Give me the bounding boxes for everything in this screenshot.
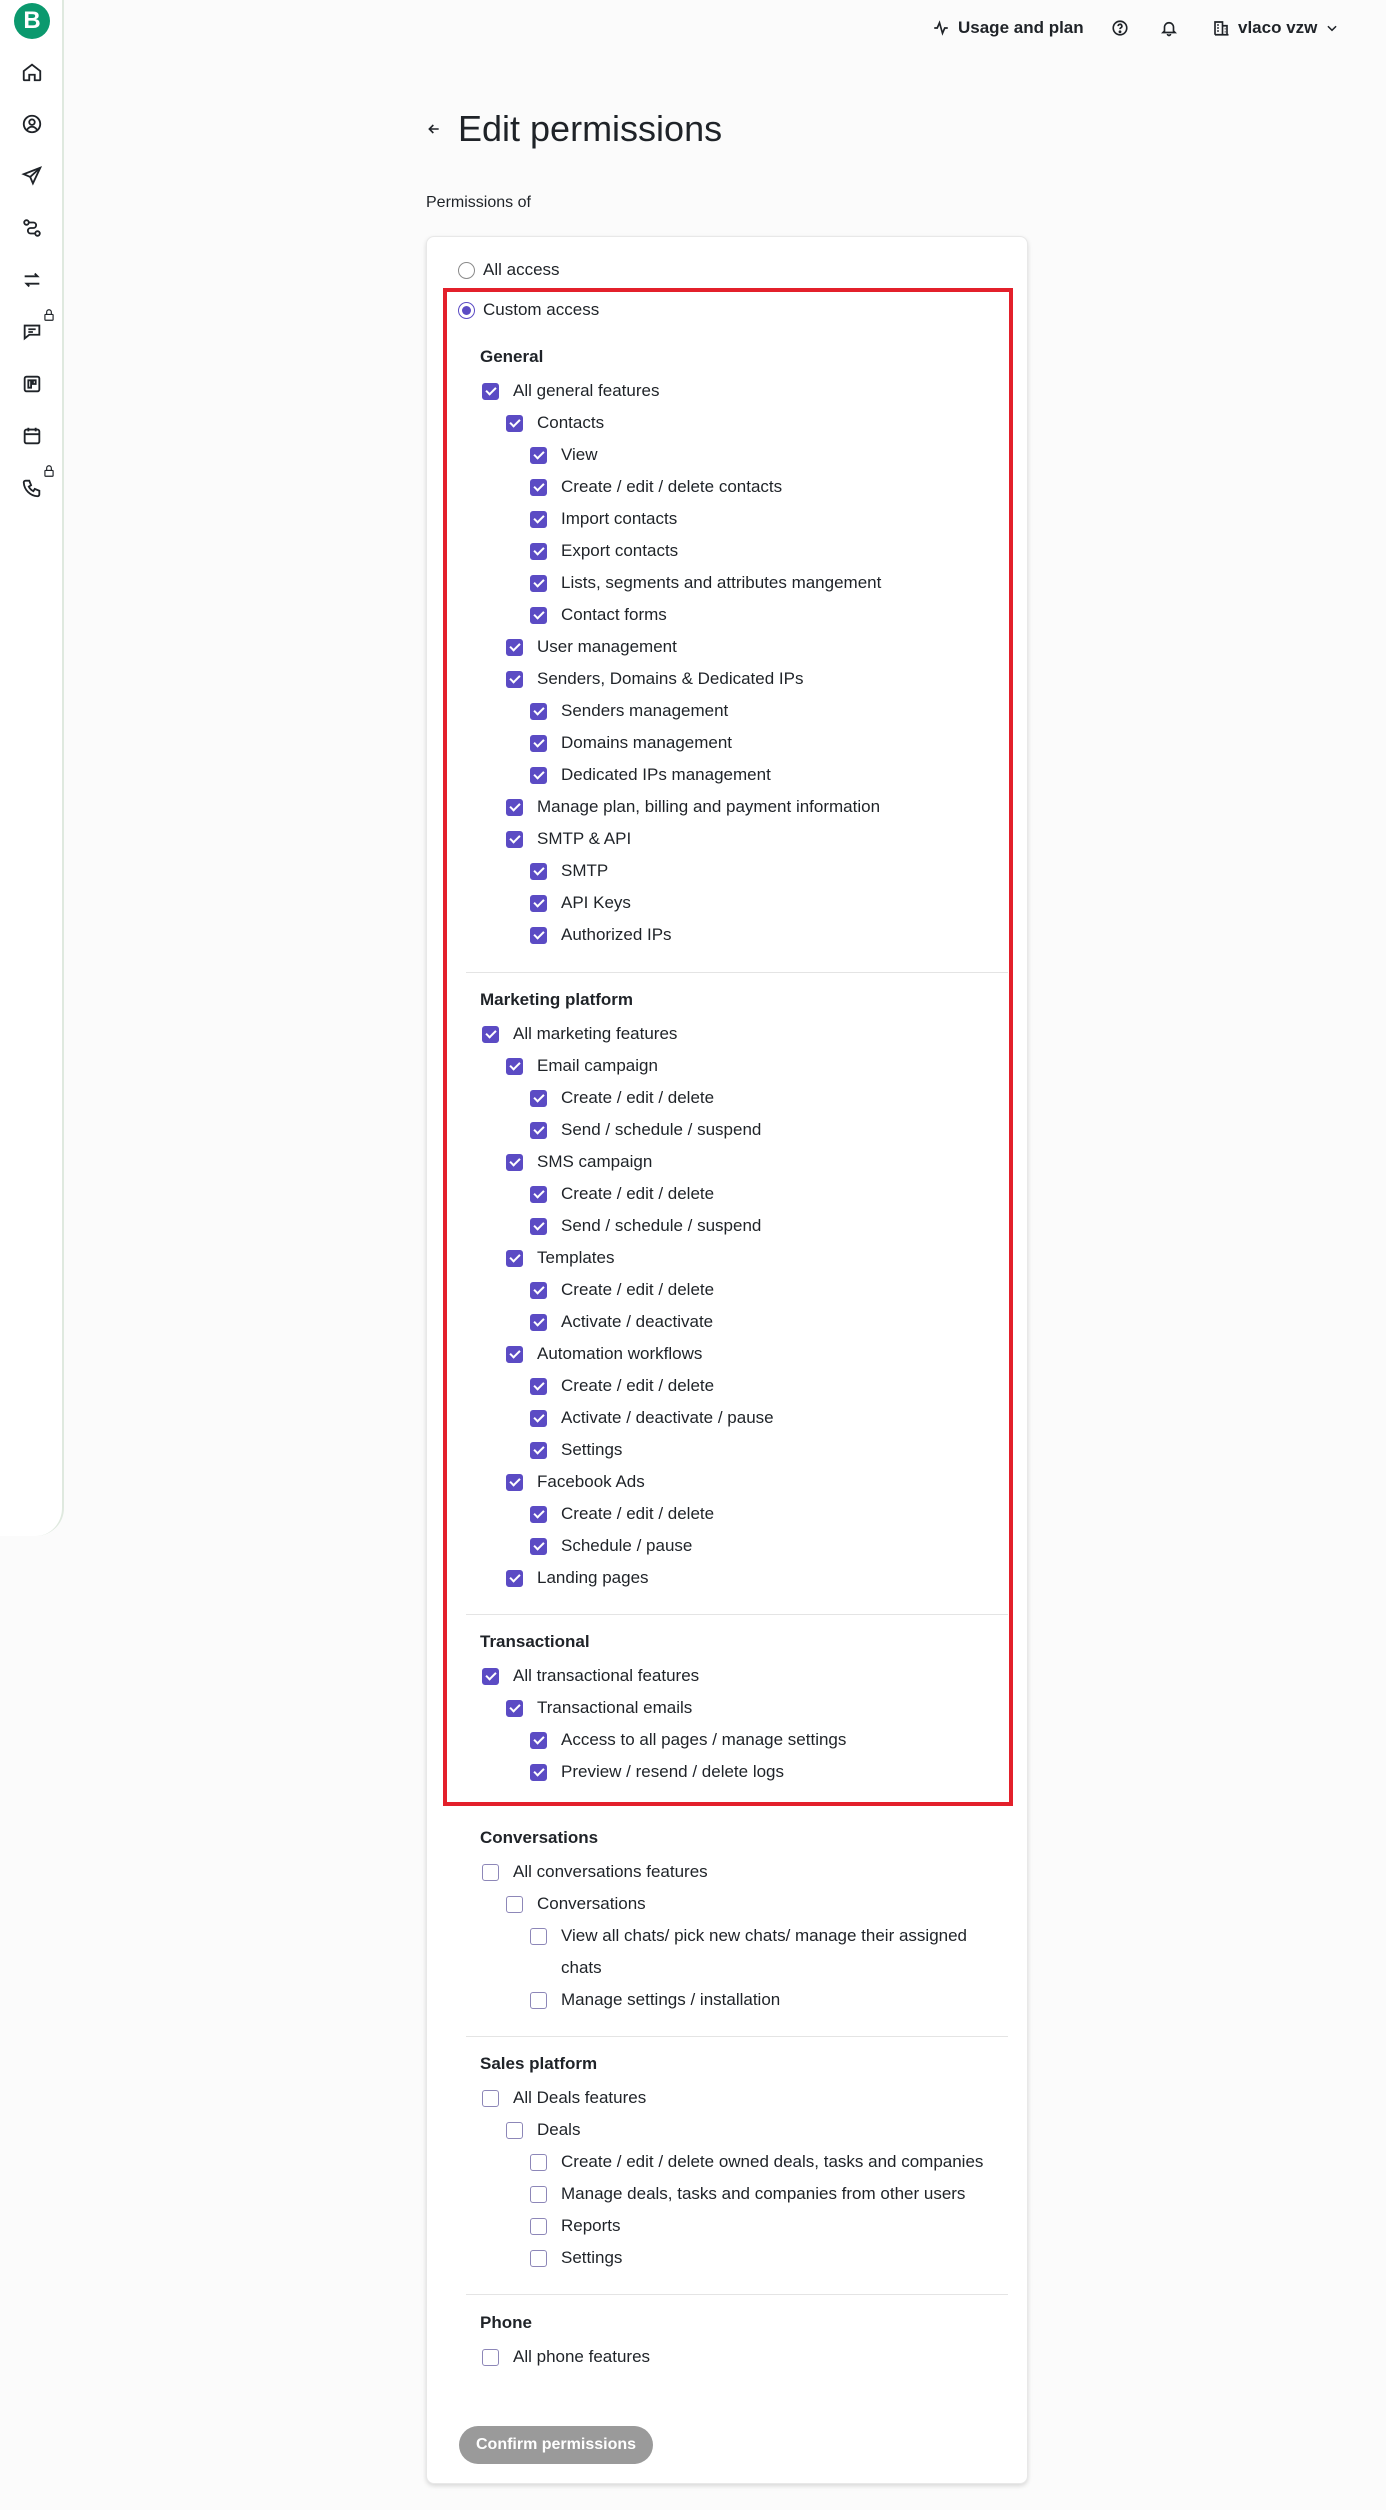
contacts-icon[interactable] xyxy=(20,112,44,136)
checkbox[interactable] xyxy=(530,2154,547,2171)
permission-row[interactable] xyxy=(480,1242,1000,1274)
checkbox-checked[interactable] xyxy=(530,479,547,496)
checkbox[interactable] xyxy=(506,1896,523,1913)
checkbox-checked[interactable] xyxy=(530,1186,547,1203)
permission-row[interactable] xyxy=(480,535,1000,567)
checkbox-checked[interactable] xyxy=(530,735,547,752)
permission-row[interactable] xyxy=(480,1856,1000,1888)
permission-label: View xyxy=(561,445,598,464)
permission-row[interactable] xyxy=(480,1466,1000,1498)
permission-row[interactable] xyxy=(480,2146,1000,2178)
permission-row[interactable] xyxy=(480,1082,1000,1114)
permission-row[interactable] xyxy=(480,2178,1000,2210)
bell-icon[interactable] xyxy=(1160,14,1178,42)
permission-row[interactable] xyxy=(480,663,1000,695)
help-icon[interactable] xyxy=(1111,14,1129,42)
divider xyxy=(466,972,1008,973)
permission-label: Settings xyxy=(561,2248,623,2267)
permission-label: Domains management xyxy=(561,733,733,752)
chevron-down-icon xyxy=(1325,21,1339,35)
section-conversations xyxy=(480,1820,1000,2016)
checkbox-checked[interactable] xyxy=(530,1410,547,1427)
permission-row[interactable] xyxy=(480,599,1000,631)
permission-row[interactable] xyxy=(480,1210,1000,1242)
checkbox-checked[interactable] xyxy=(530,1732,547,1749)
permission-row[interactable] xyxy=(480,2242,1000,2274)
permission-label: Settings xyxy=(561,1440,623,1459)
checkbox-checked[interactable] xyxy=(506,1154,523,1171)
permission-row[interactable] xyxy=(480,791,1000,823)
permission-label: Contact forms xyxy=(561,605,667,624)
checkbox-checked[interactable] xyxy=(506,1700,523,1717)
permission-row[interactable] xyxy=(480,2210,1000,2242)
checkbox-checked[interactable] xyxy=(482,1026,499,1043)
checkbox-checked[interactable] xyxy=(530,1218,547,1235)
permission-label: Templates xyxy=(537,1248,615,1267)
permission-label: Activate / deactivate xyxy=(561,1312,714,1331)
checkbox-checked[interactable] xyxy=(530,1442,547,1459)
permission-row[interactable] xyxy=(480,695,1000,727)
permission-label: Create / edit / delete xyxy=(561,1184,715,1203)
permission-row[interactable] xyxy=(480,1306,1000,1338)
permissions-of-label: Permissions of xyxy=(426,194,531,211)
permission-label: Preview / resend / delete logs xyxy=(561,1762,785,1781)
checkbox[interactable] xyxy=(482,2090,499,2107)
permission-row[interactable] xyxy=(480,1178,1000,1210)
section-transactional xyxy=(480,1624,1000,1788)
permission-label: All general features xyxy=(513,381,660,400)
checkbox-checked[interactable] xyxy=(506,415,523,432)
all-access-label: All access xyxy=(483,260,560,279)
usage-and-plan-link[interactable] xyxy=(932,14,1084,42)
permission-row[interactable] xyxy=(480,375,1000,407)
permission-row[interactable] xyxy=(480,1402,1000,1434)
permission-row[interactable] xyxy=(480,887,1000,919)
permission-label: Dedicated IPs management xyxy=(561,765,771,784)
permission-row[interactable] xyxy=(480,1562,1000,1594)
permission-label: Send / schedule / suspend xyxy=(561,1120,762,1139)
checkbox-checked[interactable] xyxy=(530,447,547,464)
building-icon xyxy=(1212,19,1230,37)
permission-label: Facebook Ads xyxy=(537,1472,645,1491)
checkbox[interactable] xyxy=(530,2250,547,2267)
permission-label: Conversations xyxy=(537,1894,646,1913)
checkbox-checked[interactable] xyxy=(530,927,547,944)
checkbox-checked[interactable] xyxy=(506,1474,523,1491)
permission-row[interactable] xyxy=(480,2341,1000,2373)
home-icon[interactable] xyxy=(20,60,44,84)
usage-and-plan-label: Usage and plan xyxy=(958,18,1084,37)
checkbox[interactable] xyxy=(530,1992,547,2009)
account-name: vlaco vzw xyxy=(1238,18,1318,37)
permission-row[interactable] xyxy=(480,1434,1000,1466)
checkbox-checked[interactable] xyxy=(530,1122,547,1139)
checkbox[interactable] xyxy=(482,2349,499,2366)
permission-row[interactable] xyxy=(480,759,1000,791)
permission-label: Deals xyxy=(537,2120,581,2139)
permission-label: Lists, segments and attributes mangement xyxy=(561,573,882,592)
sidebar xyxy=(0,0,64,1536)
permission-row[interactable] xyxy=(480,919,1000,951)
permission-label: Authorized IPs xyxy=(561,925,672,944)
checkbox-checked[interactable] xyxy=(482,383,499,400)
section-title: Transactional xyxy=(480,1632,590,1651)
permission-row[interactable] xyxy=(480,1050,1000,1082)
radio-button[interactable] xyxy=(458,262,475,279)
permission-row[interactable] xyxy=(480,1338,1000,1370)
radio-button-selected[interactable] xyxy=(458,302,475,319)
permission-row[interactable] xyxy=(480,1920,1000,1984)
checkbox-checked[interactable] xyxy=(530,1090,547,1107)
checkbox-checked[interactable] xyxy=(506,1058,523,1075)
permission-row[interactable] xyxy=(480,1018,1000,1050)
permission-label: Send / schedule / suspend xyxy=(561,1216,762,1235)
permission-label: All conversations features xyxy=(513,1862,708,1881)
checkbox[interactable] xyxy=(482,1864,499,1881)
checkbox-checked[interactable] xyxy=(530,607,547,624)
section-sales xyxy=(480,2046,1000,2274)
checkbox-checked[interactable] xyxy=(506,1570,523,1587)
back-arrow-icon[interactable] xyxy=(426,121,448,143)
checkbox-checked[interactable] xyxy=(530,1314,547,1331)
permission-label: Manage deals, tasks and companies from other users xyxy=(561,2184,966,2203)
lock-icon xyxy=(42,308,56,322)
permission-label: Activate / deactivate / pause xyxy=(561,1408,774,1427)
permission-row[interactable] xyxy=(480,1530,1000,1562)
permission-label: Create / edit / delete contacts xyxy=(561,477,783,496)
checkbox-checked[interactable] xyxy=(530,1506,547,1523)
permission-label: Senders management xyxy=(561,701,729,720)
permission-label: User management xyxy=(537,637,677,656)
meetings-icon[interactable] xyxy=(20,424,44,448)
checkbox[interactable] xyxy=(506,2122,523,2139)
permission-label: Senders, Domains & Dedicated IPs xyxy=(537,669,804,688)
permission-row[interactable] xyxy=(480,727,1000,759)
permission-label: Create / edit / delete xyxy=(561,1504,715,1523)
checkbox-checked[interactable] xyxy=(530,703,547,720)
permission-row[interactable] xyxy=(480,1370,1000,1402)
account-menu[interactable] xyxy=(1212,14,1339,42)
custom-access-radio[interactable] xyxy=(458,300,599,320)
permission-label: Automation workflows xyxy=(537,1344,703,1363)
section-phone xyxy=(480,2305,1000,2373)
checkbox-checked[interactable] xyxy=(530,767,547,784)
permission-label: API Keys xyxy=(561,893,631,912)
checkbox-checked[interactable] xyxy=(530,1378,547,1395)
permission-label: Create / edit / delete xyxy=(561,1376,715,1395)
permission-row[interactable] xyxy=(480,503,1000,535)
checkbox-checked[interactable] xyxy=(482,1668,499,1685)
section-general xyxy=(480,339,1000,951)
permission-row[interactable] xyxy=(480,1660,1000,1692)
activity-icon xyxy=(932,19,950,37)
section-title: General xyxy=(480,347,544,366)
permission-row[interactable] xyxy=(480,631,1000,663)
transactional-icon[interactable] xyxy=(20,268,44,292)
checkbox-checked[interactable] xyxy=(506,1346,523,1363)
divider xyxy=(466,2036,1008,2037)
permission-row[interactable] xyxy=(480,823,1000,855)
checkbox-checked[interactable] xyxy=(506,671,523,688)
page-title: Edit permissions xyxy=(458,108,723,149)
permission-row[interactable] xyxy=(480,1274,1000,1306)
permission-label: View all chats/ pick new chats/ manage their assigned chats xyxy=(561,1926,968,1977)
checkbox-checked[interactable] xyxy=(530,1538,547,1555)
section-marketing xyxy=(480,982,1000,1594)
section-title: Conversations xyxy=(480,1828,599,1847)
checkbox-checked[interactable] xyxy=(530,511,547,528)
permission-label: SMS campaign xyxy=(537,1152,653,1171)
checkbox-checked[interactable] xyxy=(506,1250,523,1267)
permission-label: Access to all pages / manage settings xyxy=(561,1730,847,1749)
permission-label: Export contacts xyxy=(561,541,679,560)
permission-label: SMTP xyxy=(561,861,609,880)
permission-row[interactable] xyxy=(480,567,1000,599)
checkbox-checked[interactable] xyxy=(530,1764,547,1781)
permission-label: Contacts xyxy=(537,413,605,432)
permission-row[interactable] xyxy=(480,2082,1000,2114)
checkbox-checked[interactable] xyxy=(530,575,547,592)
permission-label: Manage settings / installation xyxy=(561,1990,781,2009)
permission-row[interactable] xyxy=(480,1498,1000,1530)
section-title: Marketing platform xyxy=(480,990,634,1009)
permission-row[interactable] xyxy=(480,855,1000,887)
permission-label: Reports xyxy=(561,2216,621,2235)
page-header xyxy=(426,108,722,150)
permission-row[interactable] xyxy=(480,2114,1000,2146)
permission-row[interactable] xyxy=(480,407,1000,439)
divider xyxy=(466,2294,1008,2295)
permission-label: Create / edit / delete xyxy=(561,1280,715,1299)
permission-label: SMTP & API xyxy=(537,829,632,848)
checkbox-checked[interactable] xyxy=(506,831,523,848)
permission-label: Schedule / pause xyxy=(561,1536,693,1555)
checkbox[interactable] xyxy=(530,1928,547,1945)
divider xyxy=(466,1614,1008,1615)
checkbox-checked[interactable] xyxy=(506,639,523,656)
campaigns-icon[interactable] xyxy=(20,164,44,188)
brand-logo[interactable]: B xyxy=(14,3,50,39)
permission-row[interactable] xyxy=(480,1692,1000,1724)
sales-icon[interactable] xyxy=(20,372,44,396)
permission-label: All Deals features xyxy=(513,2088,647,2107)
checkbox-checked[interactable] xyxy=(530,895,547,912)
custom-access-label: Custom access xyxy=(483,300,600,319)
permission-label: Manage plan, billing and payment information xyxy=(537,797,881,816)
checkbox[interactable] xyxy=(530,2186,547,2203)
permission-row[interactable] xyxy=(480,471,1000,503)
conversations-icon[interactable] xyxy=(20,320,44,344)
checkbox-checked[interactable] xyxy=(530,863,547,880)
permission-label: Import contacts xyxy=(561,509,678,528)
checkbox-checked[interactable] xyxy=(530,1282,547,1299)
section-title: Sales platform xyxy=(480,2054,598,2073)
permission-label: All transactional features xyxy=(513,1666,700,1685)
lock-icon xyxy=(42,464,56,478)
permission-row[interactable] xyxy=(480,1724,1000,1756)
checkbox-checked[interactable] xyxy=(530,543,547,560)
permission-label: Create / edit / delete xyxy=(561,1088,715,1107)
checkbox[interactable] xyxy=(530,2218,547,2235)
permission-row[interactable] xyxy=(480,1146,1000,1178)
phone-icon[interactable] xyxy=(20,476,44,500)
permission-label: Transactional emails xyxy=(537,1698,693,1717)
permission-row[interactable] xyxy=(480,1984,1000,2016)
permission-label: Email campaign xyxy=(537,1056,658,1075)
permission-row[interactable] xyxy=(480,1114,1000,1146)
confirm-permissions-button[interactable]: Confirm permissions xyxy=(459,2426,653,2464)
section-title: Phone xyxy=(480,2313,532,2332)
all-access-radio[interactable] xyxy=(458,260,560,280)
permission-label: All marketing features xyxy=(513,1024,678,1043)
permission-label: Create / edit / delete owned deals, tasks and companies xyxy=(561,2152,984,2171)
permission-row[interactable] xyxy=(480,439,1000,471)
checkbox-checked[interactable] xyxy=(506,799,523,816)
automation-icon[interactable] xyxy=(20,216,44,240)
permission-row[interactable] xyxy=(480,1888,1000,1920)
permission-label: Landing pages xyxy=(537,1568,649,1587)
permission-label: All phone features xyxy=(513,2347,651,2366)
permission-row[interactable] xyxy=(480,1756,1000,1788)
